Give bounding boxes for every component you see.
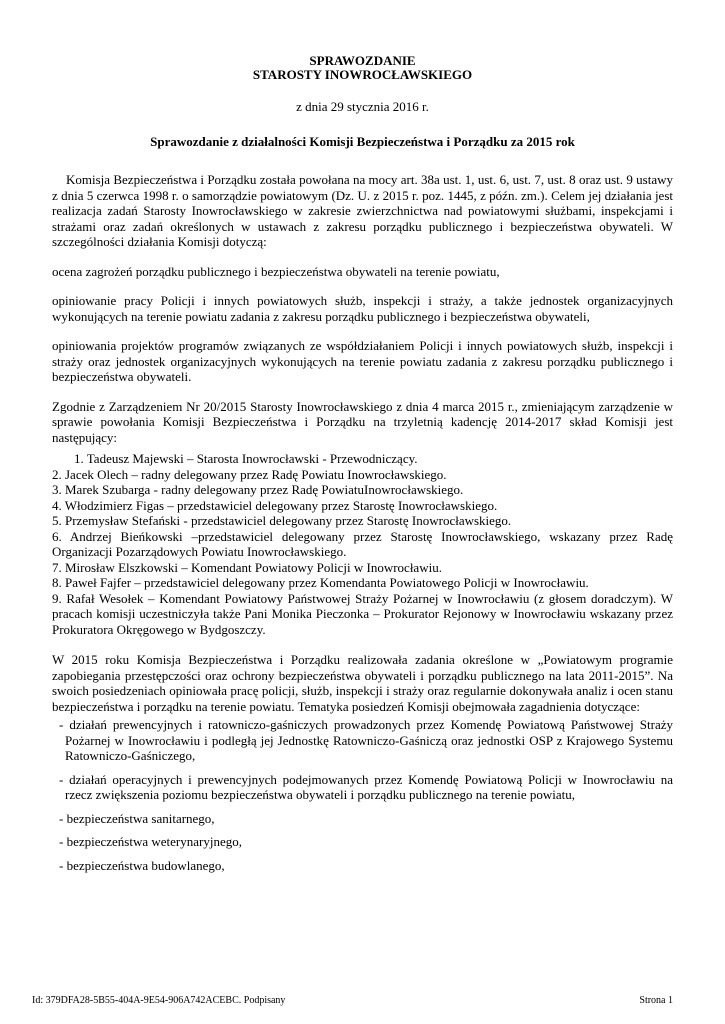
member-item: 6. Andrzej Bieńkowski –przedstawiciel delegowany przez Starostę Inowrocławskiego, wskazany przez Radę Organizacji Pozarządowych Powiatu Inowrocławskiego. <box>52 528 673 559</box>
title-line-1: SPRAWOZDANIE <box>309 53 416 68</box>
document-subtitle: Sprawozdanie z działalności Komisji Bezpieczeństwa i Porządku za 2015 rok <box>150 133 575 149</box>
title-line-2: STAROSTY INOWROCŁAWSKIEGO <box>252 67 473 82</box>
member-item: 4. Włodzimierz Figas – przedstawiciel delegowany przez Starostę Inowrocławskiego. <box>52 497 498 513</box>
duty-item-2: opiniowanie pracy Policji i innych powiatowych służb, inspekcji i straży, a także jednostek organizacyjnych wykonujących na terenie powiatu zadania z zakresu porządku publicznego i bezpieczeństwa obywateli, <box>52 293 673 324</box>
topic-item: - bezpieczeństwa budowlanego, <box>59 857 225 873</box>
member-item: 8. Paweł Fajfer – przedstawiciel delegowany przez Komendanta Powiatowego Policji w Inowrocławiu. <box>52 575 589 590</box>
document-id: Id: 379DFA28-5B55-404A-9E54-906A742ACEBC. Podpisany <box>32 995 286 1006</box>
member-item: 1. Tadeusz Majewski – Starosta Inowrocławski - Przewodniczący. <box>74 451 418 466</box>
document-page <box>52 48 673 873</box>
topic-item: - bezpieczeństwa weterynaryjnego, <box>59 834 242 849</box>
member-item: 5. Przemysław Stefański - przedstawiciel delegowany przez Starostę Inowrocławskiego. <box>52 513 512 528</box>
composition-intro: Zgodnie z Zarządzeniem Nr 20/2015 Starosty Inowrocławskiego z dnia 4 marca 2015 r., zmieniającym zarządzenie w sprawie powołania Komisji Bezpieczeństwa i Porządku na trzyletnią kadencję 2014-2017 skład Komisji jest następujący: <box>52 398 673 445</box>
member-item: 2. Jacek Olech – radny delegowany przez Radę Powiatu Inowrocławskiego. <box>52 466 447 482</box>
document-date: z dnia 29 stycznia 2016 r. <box>296 99 429 114</box>
duty-item-3: opiniowania projektów programów związanych ze współdziałaniem Policji i innych powiatowych służb, inspekcji i straży oraz jednostek organizacyjnych wykonujących na terenie powiatu zadania z zakresu porządku publicznego i bezpieczeństwa obywateli. <box>52 338 673 384</box>
topics-list <box>52 717 673 873</box>
member-item: 7. Mirosław Elszkowski – Komendant Powiatowy Policji w Inowrocławiu. <box>52 559 442 575</box>
activity-paragraph: W 2015 roku Komisja Bezpieczeństwa i Porządku realizowała zadania określone w „Powiatowym programie zapobiegania przestępczości oraz ochrony bezpieczeństwa obywateli i porządku publicznego na lata 2011-2015”. Na swoich posiedzeniach opiniowała pracę policji, służb, inspekcji i straży oraz regularnie dokonywała analiz i ocen stanu bezpieczeństwa i porządku na terenie powiatu. Tematyka posiedzeń Komisji obejmowała zagadnienia dotyczące: <box>52 652 673 714</box>
page-number: Strona 1 <box>639 995 673 1006</box>
duty-item-1: ocena zagrożeń porządku publicznego i bezpieczeństwa obywateli na terenie powiatu, <box>52 263 500 279</box>
intro-paragraph: Komisja Bezpieczeństwa i Porządku została powołana na mocy art. 38a ust. 1, ust. 6, ust. 7, ust. 8 oraz ust. 9 ustawy z dnia 5 czerwca 1998 r. o samorządzie powiatowym (Dz. U. z 2015 r. poz. 1445, z późn. zm.). Celem jej działania jest realizacja zadań Starosty Inowrocławskiego w zakresie zwierzchnictwa nad powiatowymi służbami, inspekcjami i strażami oraz zadań określonych w ustawach z zakresu porządku publicznego i bezpieczeństwa obywateli. W szczególności działania Komisji dotyczą: <box>52 172 673 249</box>
member-item: 3. Marek Szubarga - radny delegowany przez Radę PowiatuInowrocławskiego. <box>52 482 464 497</box>
topic-item: - bezpieczeństwa sanitarnego, <box>59 810 215 826</box>
members-list <box>52 451 673 637</box>
member-item: 9. Rafał Wesołek – Komendant Powiatowy Państwowej Straży Pożarnej w Inowrocławiu (z głosem doradczym). W pracach komisji uczestniczyła także Pani Monika Pieczonka – Prokurator Rejonowy w Inowrocławiu wskazany przez Prokuratora Okręgowego w Bydgoszczy. <box>52 590 673 637</box>
topic-item: - działań prewencyjnych i ratowniczo-gaśniczych prowadzonych przez Komendę Powiatową Państwowej Straży Pożarnej w Inowrocławiu i podległą jej Jednostkę Ratowniczo-Gaśniczą oraz jednostki OSP z Krajowego Systemu Ratowniczo-Gaśniczego, <box>59 717 673 763</box>
topic-item: - działań operacyjnych i prewencyjnych podejmowanych przez Komendę Powiatową Policji w Inowrocławiu na rzecz zwiększenia poziomu bezpieczeństwa obywateli i porządku publicznego na terenie powiatu, <box>59 771 673 802</box>
